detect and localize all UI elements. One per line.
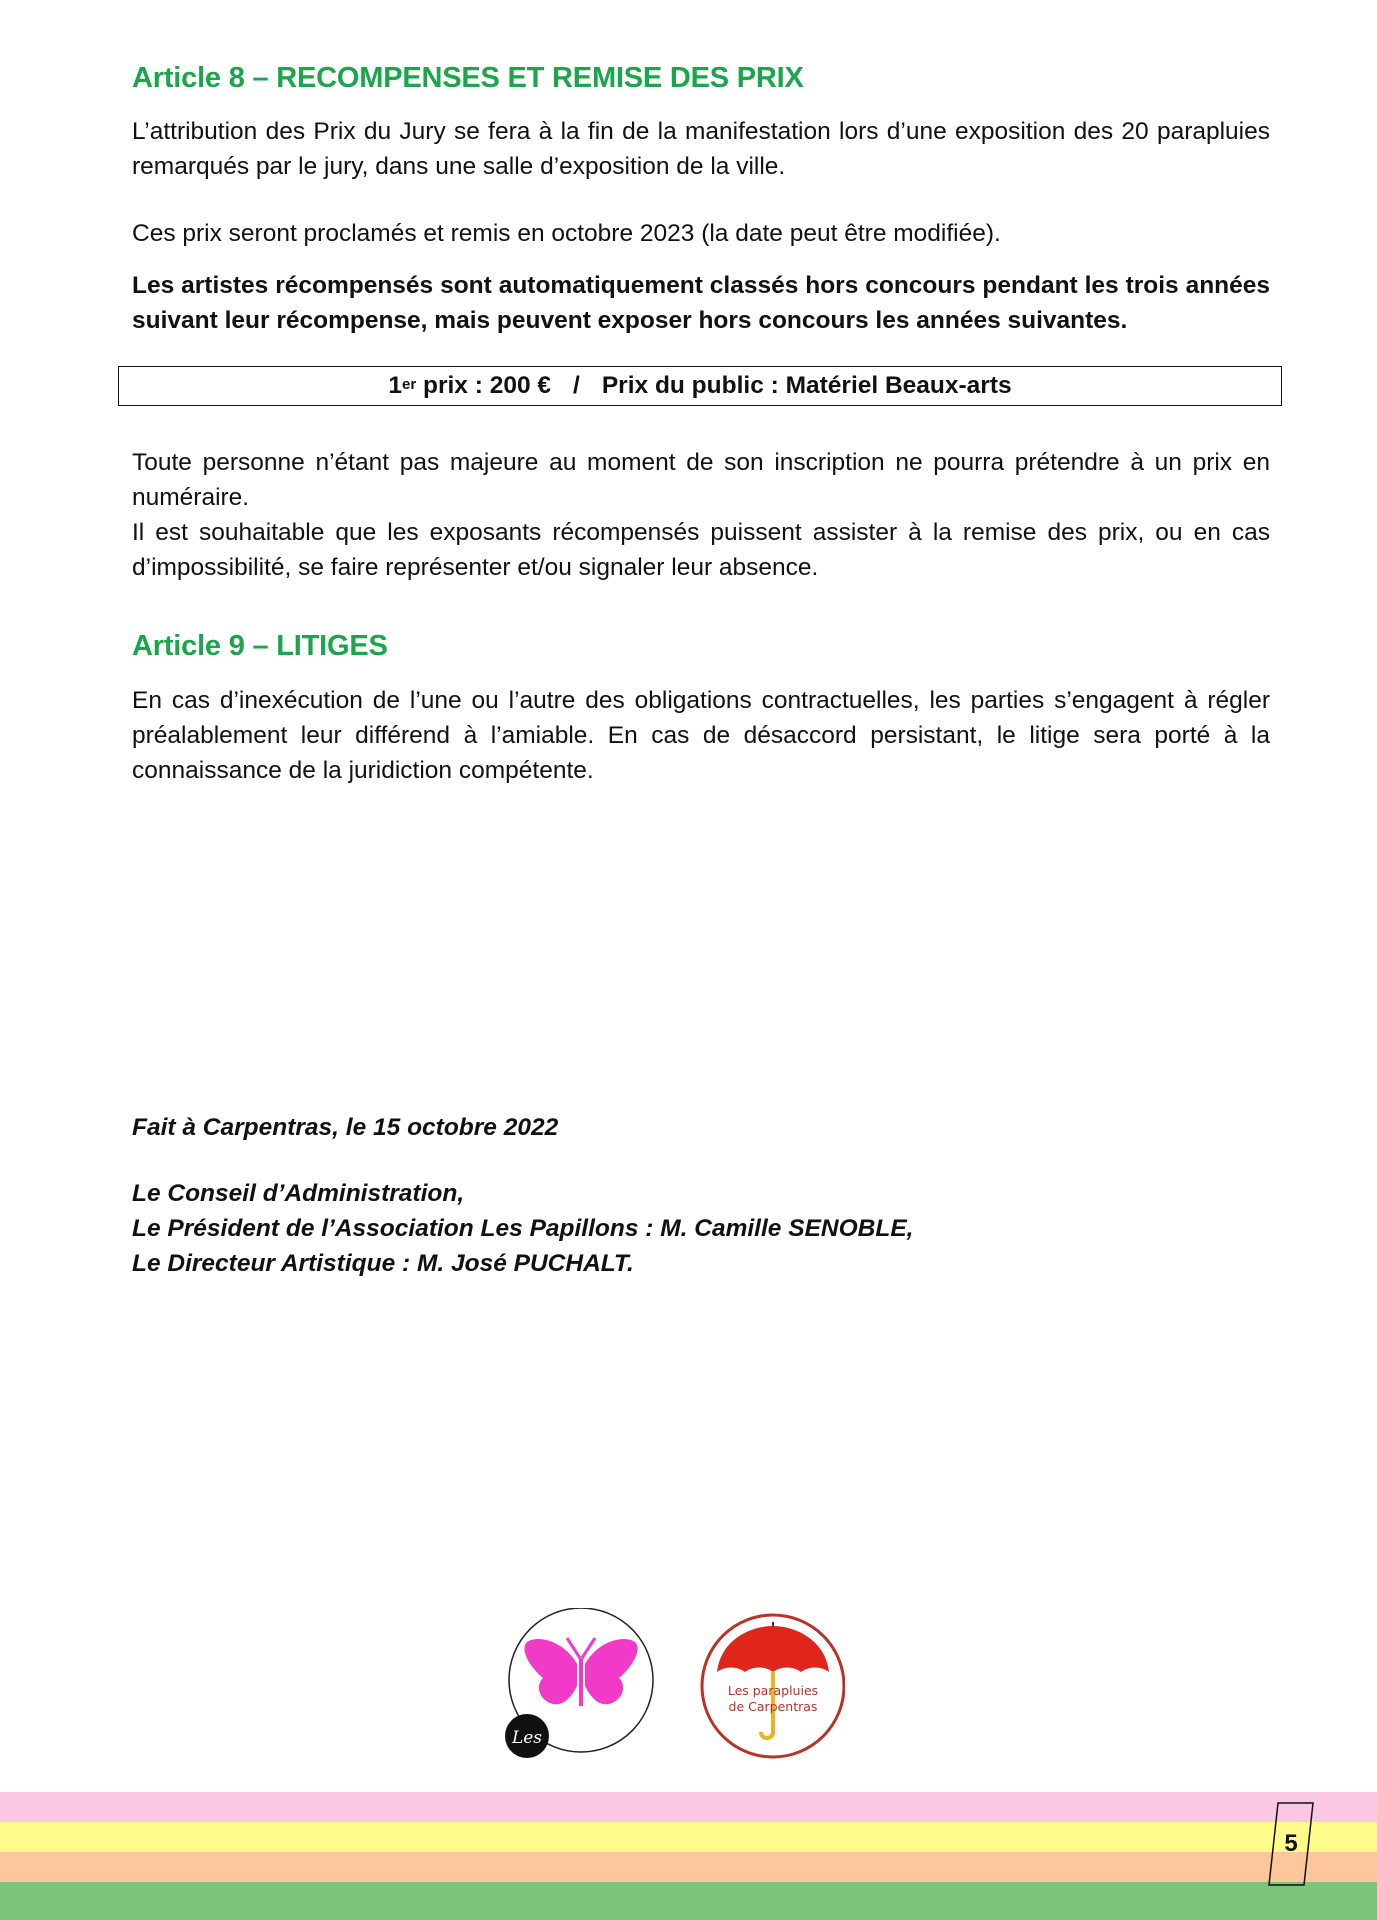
papillons-logo <box>505 1608 653 1758</box>
signature-place-date: Fait à Carpentras, le 15 octobre 2022 <box>132 1114 559 1141</box>
article8-paragraph-1: L’attribution des Prix du Jury se fera à la fin de la manifestation lors d’une exposition des 20 parapluies remarqués par le jury, dans une salle d’exposition de la ville. <box>132 118 1270 180</box>
stripe-yellow <box>0 1822 1377 1852</box>
prize-box <box>118 366 1282 406</box>
article8-paragraph-4: Toute personne n’étant pas majeure au moment de son inscription ne pourra prétendre à un prix en numéraire. <box>132 449 1270 511</box>
stripe-green <box>0 1882 1377 1920</box>
stripe-orange <box>0 1852 1377 1882</box>
signature-line-2: Le Président de l’Association Les Papillons : M. Camille SENOBLE, <box>132 1215 914 1242</box>
article8-paragraph-2: Ces prix seront proclamés et remis en octobre 2023 (la date peut être modifiée). <box>132 220 1001 247</box>
svg-text:Les: Les <box>511 1728 543 1748</box>
article9-title: Article 9 – LITIGES <box>132 630 388 662</box>
article8-paragraph-5: Il est souhaitable que les exposants récompensés puissent assister à la remise des prix, ou en cas d’impossibilité, se faire représenter et/ou signaler leur absence. <box>132 519 1270 581</box>
article8-title: Article 8 – RECOMPENSES ET REMISE DES PRIX <box>132 62 804 94</box>
logos-svg <box>505 1608 845 1764</box>
page-number <box>1268 1802 1314 1886</box>
stripe-pink <box>0 1792 1377 1822</box>
public-prize: Prix du public : Matériel Beaux-arts <box>601 372 1012 399</box>
signature-line-1: Le Conseil d’Administration, <box>132 1180 465 1207</box>
prize-separator: / <box>573 372 580 399</box>
svg-text:de Carpentras: de Carpentras <box>728 1699 818 1714</box>
svg-text:Les parapluies: Les parapluies <box>727 1683 819 1698</box>
page-number-text: 5 <box>1284 1830 1298 1857</box>
signature-line-3: Le Directeur Artistique : M. José PUCHALT. <box>132 1250 634 1277</box>
parapluies-logo <box>702 1615 844 1757</box>
article9-paragraph-1: En cas d’inexécution de l’une ou l’autre des obligations contractuelles, les parties s’engagent à régler préalablement leur différend à l’amiable. En cas de désaccord persistant, le litige sera porté à la connaissance de la juridiction compétente. <box>132 687 1270 784</box>
article8-paragraph-3: Les artistes récompensés sont automatiquement classés hors concours pendant les trois années suivant leur récompense, mais peuvent exposer hors concours les années suivantes. <box>132 272 1270 334</box>
logos <box>505 1608 845 1764</box>
first-prize: 1er prix : 200 € <box>388 372 552 399</box>
